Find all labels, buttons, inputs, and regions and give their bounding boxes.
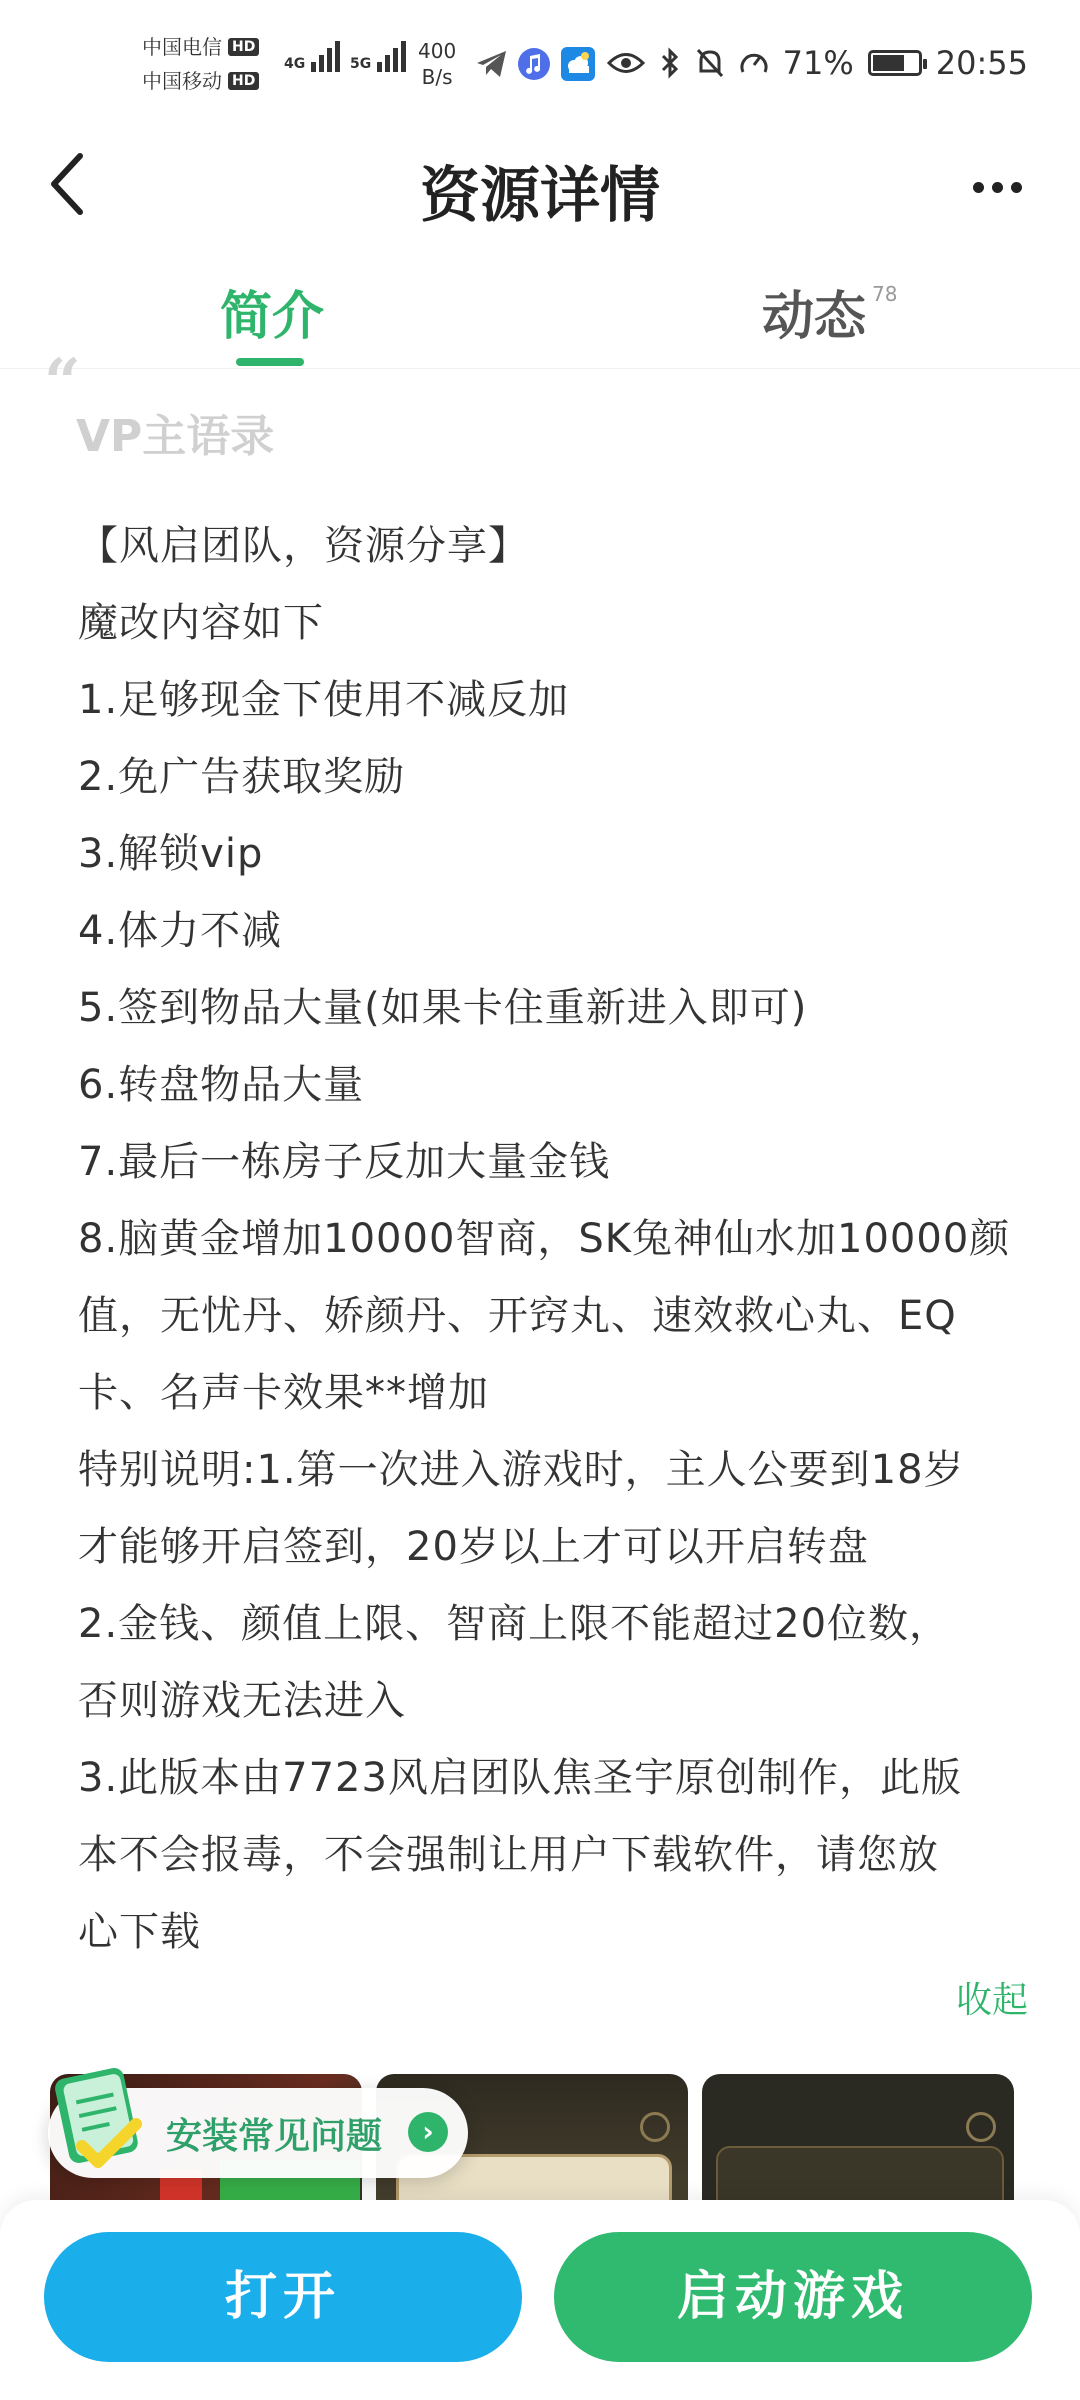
chevron-right-icon: › [408,2112,448,2152]
network-speed: 400 B/s [418,39,457,89]
tab-indicator [236,358,304,366]
description-line: 否则游戏无法进入 [78,1678,406,1724]
tab-activity[interactable]: 动态 $^{78}$ [762,282,898,347]
description-line: 3.此版本由7723风启团队焦圣宇原创制作，此版 [78,1755,962,1801]
hd-badge: HD [228,38,259,56]
more-options-icon[interactable] [962,162,1032,212]
faq-button[interactable] [48,2088,468,2178]
weather-app-icon [560,46,596,82]
carrier-2: 中国移动 [142,69,222,93]
clock: 20:55 [935,44,1028,82]
status-bar [0,0,1080,120]
bottom-action-bar [0,2200,1080,2400]
open-button[interactable]: 打开 [44,2232,522,2362]
mute-bell-icon [695,47,725,79]
quote-icon: “ [44,345,81,420]
bluetooth-icon [659,47,681,79]
signal-1-icon: 4G [284,38,340,72]
battery-percent: 71% [782,44,854,82]
hd-badge: HD [228,72,259,90]
telegram-icon [474,46,510,82]
app-header [0,120,1080,250]
description-line: 魔改内容如下 [78,600,324,646]
collapse-link[interactable]: 收起 [955,1980,1028,2021]
eye-icon [607,50,645,76]
description-line: 才能够开启签到，20岁以上才可以开启转盘 [78,1524,869,1570]
description-line: 本不会报毒，不会强制让用户下载软件，请您放 [78,1832,939,1878]
section-label: VP主语录 [76,411,275,462]
description-line: 7.最后一栋房子反加大量金钱 [78,1139,611,1185]
description-text [78,508,1038,1971]
faq-notebook-icon [44,2058,154,2178]
description-line: 心下载 [78,1909,201,1955]
tab-intro[interactable]: 简介 [220,287,325,347]
signal-2-icon: 5G [350,38,406,72]
music-app-icon [516,46,552,82]
speedometer-icon [739,48,769,78]
description-line: 【风启团队，资源分享】 [78,523,529,569]
page-title: 资源详情 [420,161,660,231]
carrier-info [142,30,259,98]
description-line: 4.体力不减 [78,908,283,954]
faq-label: 安装常见问题 [166,2116,383,2157]
description-line: 值，无忧丹、娇颜丹、开窍丸、速效救心丸、EQ [78,1293,957,1339]
description-line: 5.签到物品大量(如果卡住重新进入即可) [78,985,808,1031]
tab-bar [0,250,1080,369]
description-line: 8.脑黄金增加10000智商，SK兔神仙水加10000颜 [78,1216,1011,1262]
start-game-button[interactable]: 启动游戏 [554,2232,1032,2362]
carrier-1: 中国电信 [142,35,222,59]
description-line: 卡、名声卡效果**增加 [78,1370,489,1416]
description-line: 特别说明:1.第一次进入游戏时，主人公要到18岁 [78,1447,965,1493]
description-line: 2.金钱、颜值上限、智商上限不能超过20位数， [78,1601,951,1647]
description-line: 6.转盘物品大量 [78,1062,365,1108]
status-right [607,44,1080,82]
tab-activity-count: 78 [872,282,898,306]
description-line: 2.免广告获取奖励 [78,754,406,800]
description-line: 3.解锁vip [78,831,264,877]
description-line: 1.足够现金下使用不减反加 [78,677,570,723]
battery-icon [868,50,922,76]
